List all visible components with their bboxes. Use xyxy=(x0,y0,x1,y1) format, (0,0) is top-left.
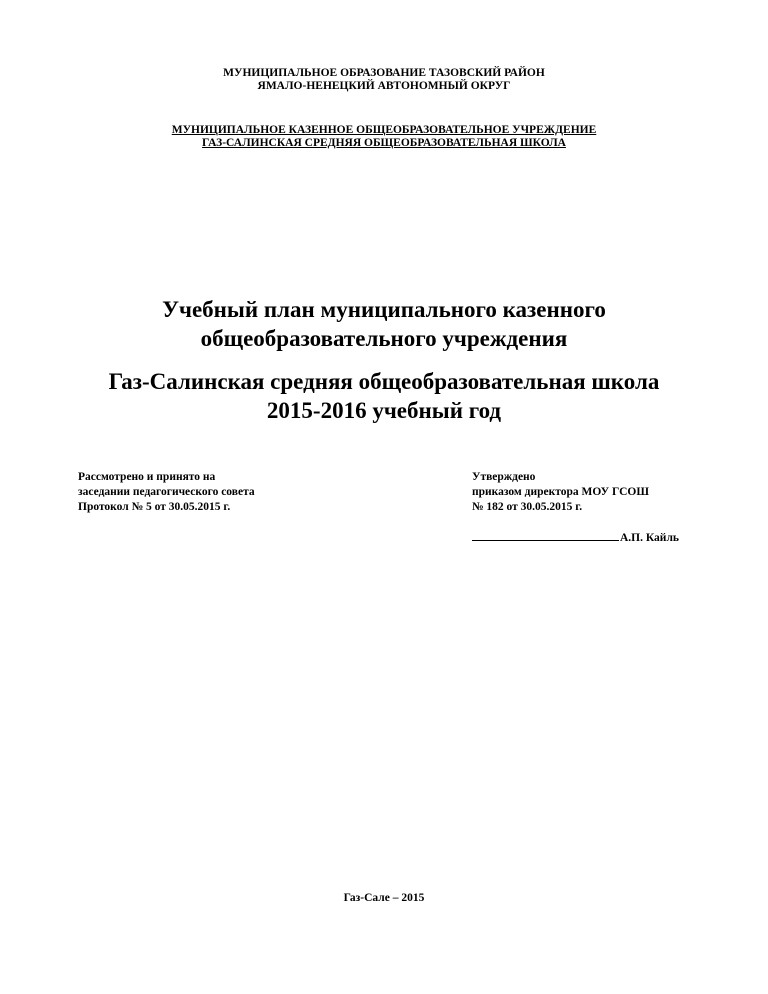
title-line-1: Учебный план муниципального казенного xyxy=(162,297,606,322)
municipality-line: МУНИЦИПАЛЬНОЕ ОБРАЗОВАНИЕ ТАЗОВСКИЙ РАЙОН xyxy=(223,67,545,79)
document-title xyxy=(0,295,768,353)
approved-line-2: приказом директора МОУ ГСОШ xyxy=(472,486,649,498)
signatory-name: А.П. Кайль xyxy=(620,532,679,544)
institution-type-line: МУНИЦИПАЛЬНОЕ КАЗЕННОЕ ОБЩЕОБРАЗОВАТЕЛЬНОЕ УЧРЕЖДЕНИЕ xyxy=(171,124,597,136)
director-approval-block xyxy=(472,470,649,515)
document-subtitle xyxy=(0,367,768,425)
institution-header xyxy=(0,124,768,150)
municipality-header xyxy=(0,67,768,93)
council-approval-block xyxy=(78,470,255,515)
considered-line-2: заседании педагогического совета xyxy=(78,486,255,498)
order-line: № 182 от 30.05.2015 г. xyxy=(472,501,583,513)
signature-line xyxy=(472,529,619,541)
considered-line-1: Рассмотрено и принято на xyxy=(78,471,216,483)
school-name-line: Газ-Салинская средняя общеобразовательная школа xyxy=(108,369,660,394)
title-line-2: общеобразовательного учреждения xyxy=(200,326,568,351)
school-year-line: 2015-2016 учебный год xyxy=(266,398,502,423)
region-line: ЯМАЛО-НЕНЕЦКИЙ АВТОНОМНЫЙ ОКРУГ xyxy=(257,80,511,92)
protocol-line: Протокол № 5 от 30.05.2015 г. xyxy=(78,501,231,513)
footer-place-year: Газ-Сале – 2015 xyxy=(343,892,425,904)
signature-block xyxy=(472,529,679,546)
approved-line-1: Утверждено xyxy=(472,471,536,483)
institution-name-line: ГАЗ-САЛИНСКАЯ СРЕДНЯЯ ОБЩЕОБРАЗОВАТЕЛЬНАЯ ШКОЛА xyxy=(202,137,566,149)
